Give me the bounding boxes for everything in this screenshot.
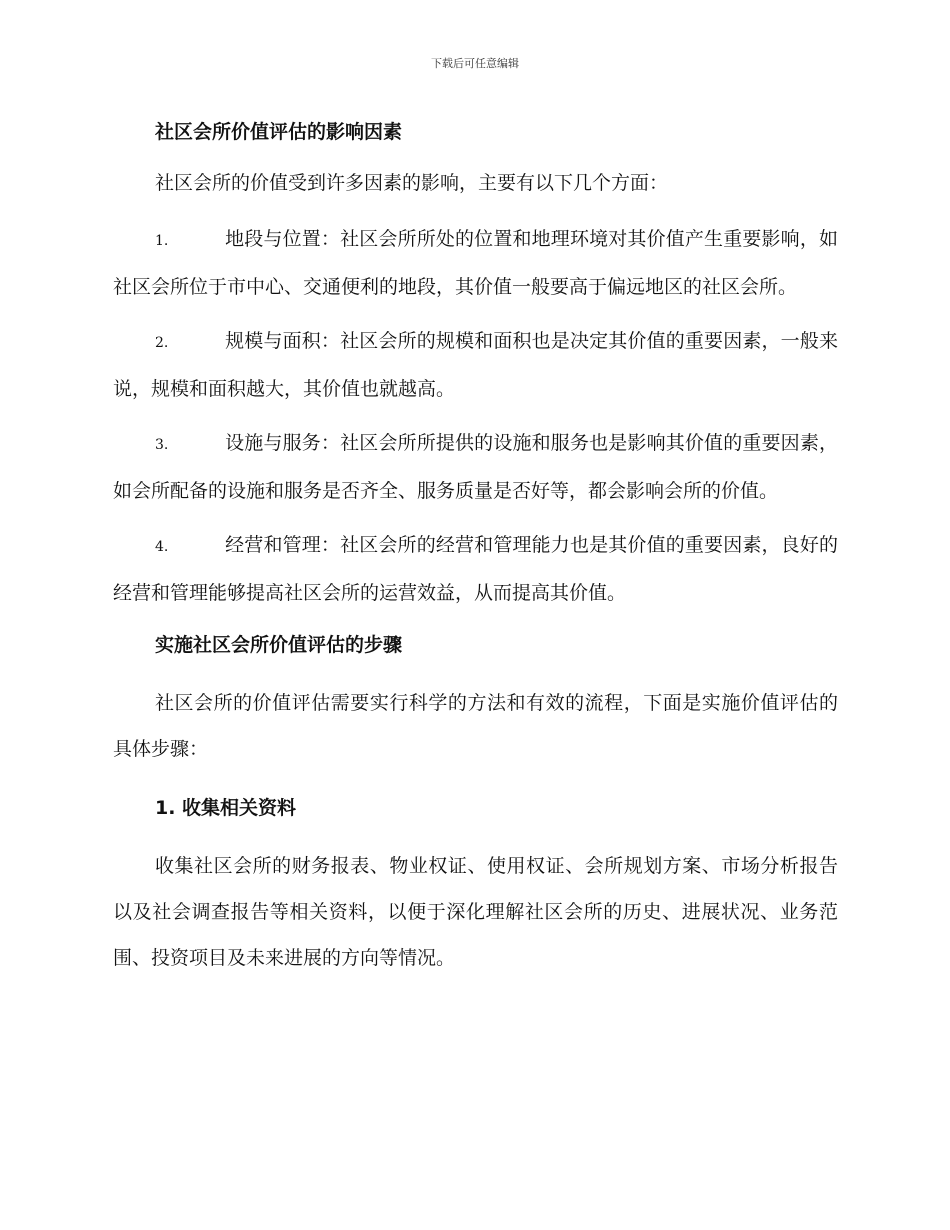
page-header: 下载后可任意编辑 [431,57,519,70]
list-number: 2. [155,335,169,351]
paragraph-intro: 社区会所的价值受到许多因素的影响，主要有以下几个方面： [155,172,669,194]
list-text: 规模与面积：社区会所的规模和面积也是决定其价值的重要因素，一般来说，规模和面积越大，其价值也就越高。 [113,330,838,400]
list-text: 经营和管理：社区会所的经营和管理能力也是其价值的重要因素，良好的经营和管理能够提高社区会所的运营效益，从而提高其价值。 [113,534,838,604]
section-heading-steps: 实施社区会所价值评估的步骤 [155,634,403,656]
list-item [113,522,838,616]
list-number: 1. [155,233,169,249]
document-body [113,110,838,981]
list-text: 设施与服务：社区会所所提供的设施和服务也是影响其价值的重要因素，如会所配备的设施和服务是否齐全、服务质量是否好等，都会影响会所的价值。 [113,432,838,502]
list-item [113,216,838,310]
list-number: 4. [155,539,169,555]
section-heading-factors: 社区会所价值评估的影响因素 [155,121,403,143]
list-text: 地段与位置：社区会所所处的位置和地理环境对其价值产生重要影响，如社区会所位于市中心、交通便利的地段，其价值一般要高于偏远地区的社区会所。 [113,228,838,298]
step-heading: 1. 收集相关资料 [155,797,297,819]
paragraph-step1: 收集社区会所的财务报表、物业权证、使用权证、会所规划方案、市场分析报告以及社会调查报告等相关资料，以便于深化理解社区会所的历史、进展状况、业务范围、投资项目及未来进展的方向等情况。 [113,855,838,969]
list-item [113,420,838,514]
list-number: 3. [155,437,169,453]
paragraph-steps-intro: 社区会所的价值评估需要实行科学的方法和有效的流程，下面是实施价值评估的具体步骤： [113,692,838,760]
list-item [113,318,838,412]
